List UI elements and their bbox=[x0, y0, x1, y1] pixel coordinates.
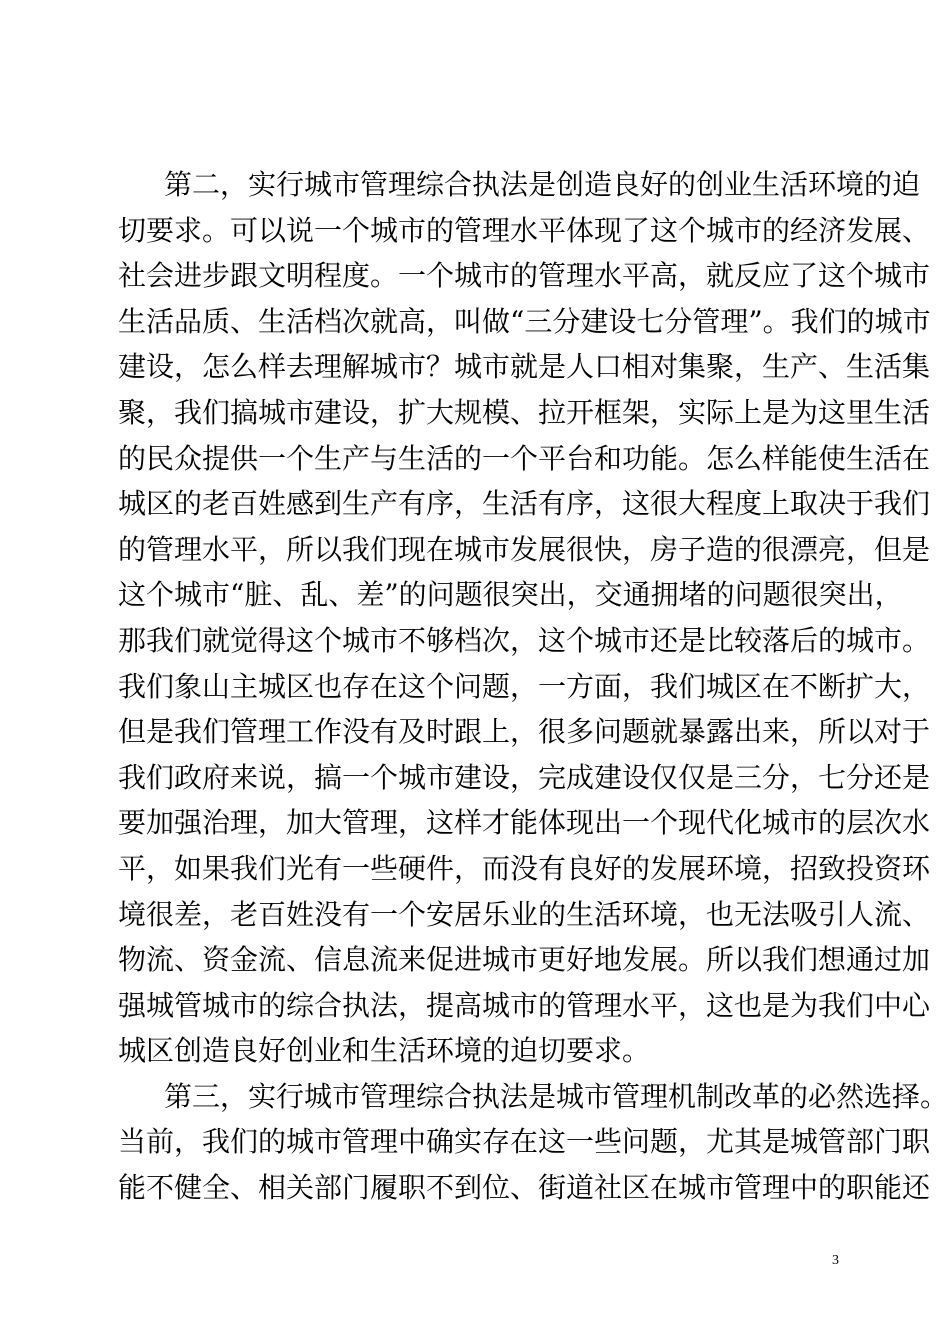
paragraph-2-line-17: 境很差，老百姓没有一个安居乐业的生活环境，也无法吸引人流、 bbox=[118, 897, 931, 931]
paragraph-2-line-10: 这个城市“脏、乱、差”的问题很突出，交通拥堵的问题很突出， bbox=[118, 578, 903, 612]
paragraph-2-line-12: 我们象山主城区也存在这个问题，一方面，我们城区在不断扩大， bbox=[118, 669, 931, 703]
paragraph-2-line-9: 的管理水平，所以我们现在城市发展很快，房子造的很漂亮，但是 bbox=[118, 532, 931, 566]
paragraph-2-line-20: 城区创造良好创业和生活环境的迫切要求。 bbox=[118, 1034, 651, 1068]
paragraph-2-line-3: 社会进步跟文明程度。一个城市的管理水平高，就反应了这个城市 bbox=[118, 259, 931, 293]
paragraph-2-line-16: 平，如果我们光有一些硬件，而没有良好的发展环境，招致投资环 bbox=[118, 851, 931, 885]
paragraph-2-line-11: 那我们就觉得这个城市不够档次，这个城市还是比较落后的城市。 bbox=[118, 623, 931, 657]
paragraph-2-line-15: 要加强治理，加大管理，这样才能体现出一个现代化城市的层次水 bbox=[118, 806, 931, 840]
body-text bbox=[118, 162, 949, 1211]
paragraph-3-line-1: 第三，实行城市管理综合执法是城市管理机制改革的必然选择。 bbox=[164, 1079, 949, 1113]
paragraph-2-line-6: 聚，我们搞城市建设，扩大规模、拉开框架，实际上是为这里生活 bbox=[118, 395, 931, 429]
paragraph-2-line-8: 城区的老百姓感到生产有序，生活有序，这很大程度上取决于我们 bbox=[118, 487, 931, 521]
page-number: 3 bbox=[832, 1253, 839, 1268]
paragraph-3-line-2: 当前，我们的城市管理中确实存在这一些问题，尤其是城管部门职 bbox=[118, 1125, 931, 1159]
paragraph-2-line-1: 第二，实行城市管理综合执法是创造良好的创业生活环境的迫 bbox=[164, 168, 921, 201]
paragraph-3-line-3: 能不健全、相关部门履职不到位、街道社区在城市管理中的职能还 bbox=[118, 1171, 931, 1205]
paragraph-2-line-19: 强城管城市的综合执法，提高城市的管理水平，这也是为我们中心 bbox=[118, 988, 931, 1022]
paragraph-2-line-2: 切要求。可以说一个城市的管理水平体现了这个城市的经济发展、 bbox=[118, 213, 931, 247]
paragraph-2-line-13: 但是我们管理工作没有及时跟上，很多问题就暴露出来，所以对于 bbox=[118, 715, 931, 749]
paragraph-2-line-14: 我们政府来说，搞一个城市建设，完成建设仅仅是三分，七分还是 bbox=[118, 760, 931, 794]
paragraph-2-line-4: 生活品质、生活档次就高，叫做“三分建设七分管理”。我们的城市 bbox=[118, 304, 931, 338]
paragraph-2-line-18: 物流、资金流、信息流来促进城市更好地发展。所以我们想通过加 bbox=[118, 943, 931, 977]
paragraph-2-line-7: 的民众提供一个生产与生活的一个平台和功能。怎么样能使生活在 bbox=[118, 441, 931, 475]
paragraph-2-line-5: 建设，怎么样去理解城市？城市就是人口相对集聚，生产、生活集 bbox=[118, 350, 931, 384]
